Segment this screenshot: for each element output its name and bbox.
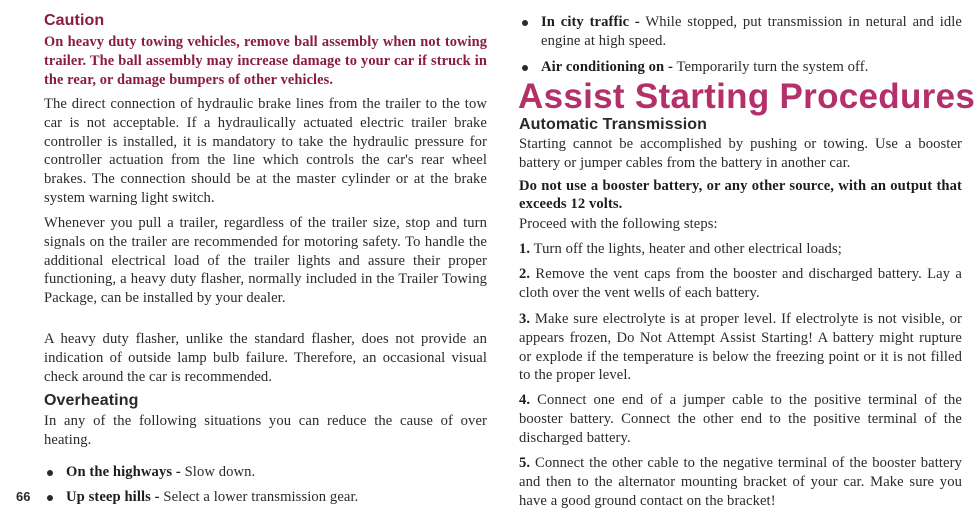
caution-text: On heavy duty towing vehicles, remove ball assembly when not towing trailer. The ball assembly may increase damage to your car if struck in the rear, or damage bumpers of other vehicles. (44, 34, 487, 88)
step-5 (519, 454, 962, 510)
bullet-text: Select a lower transmission gear. (159, 489, 359, 505)
proceed-text: Proceed with the following steps: (519, 216, 718, 232)
intro-text: Starting cannot be accomplished by pushing or towing. Use a booster battery or jumper cables from the battery in another car. (519, 136, 962, 171)
step-number: 4. (519, 392, 531, 408)
bullet-text: Temporarily turn the system off. (672, 59, 869, 75)
bullet-air-conditioning (519, 58, 962, 77)
bullet-term: In city traffic - (541, 14, 640, 30)
step-text: Connect one end of a jumper cable to the positive terminal of the booster battery. Connect the other end to the positive terminal of the discharged battery. (519, 392, 962, 446)
paragraph-brake-lines: The direct connection of hydraulic brake lines from the trailer to the tow car is not acceptable. If a hydraulically actuated electric trailer brake controller is installed, it is mandatory to take the hydraulic pressure for controller actuation from the line which controls the car's rear wheel brakes. The connection should be at the master cylinder or at the brake system warning light switch. (44, 96, 487, 206)
bullet-text: Slow down. (180, 464, 256, 480)
step-4 (519, 391, 962, 447)
step-1 (519, 240, 962, 259)
page-number: 66 (16, 489, 31, 504)
bullet-city-traffic (519, 13, 962, 51)
step-text: Connect the other cable to the negative terminal of the booster battery and then to the alternator mounting bracket of your car. Make sure you have a good ground contact on the bracket! (519, 455, 962, 509)
step-text: Remove the vent caps from the booster and discharged battery. Lay a cloth over the vent wells of each battery. (519, 266, 962, 301)
step-number: 2. (519, 266, 531, 282)
bullet-text: While stopped, put transmission in netural and idle engine at high speed. (541, 14, 962, 49)
overheating-text: In any of the following situations you can reduce the cause of over heating. (44, 413, 487, 448)
overheating-heading: Overheating (44, 392, 139, 409)
bullet-term: Up steep hills - (66, 489, 160, 505)
bullet-steep-hills (44, 488, 509, 507)
paragraph-flasher: A heavy duty flasher, unlike the standard flasher, does not provide an indication of outside lamp bulb failure. Therefore, an occasional visual check around the car is recommended. (44, 331, 487, 385)
warning-text: Do not use a booster battery, or any other source, with an output that exceeds 12 volts. (519, 178, 962, 212)
step-text: Turn off the lights, heater and other electrical loads; (530, 241, 842, 257)
bullet-highways (44, 463, 509, 482)
step-text: Make sure electrolyte is at proper level. If electrolyte is not visible, or appears frozen, Do Not Attempt Assist Starting! A battery might rupture or explode if the temperature is below the freezing point or it is not filled to the proper level. (519, 311, 962, 384)
step-number: 1. (519, 241, 531, 257)
bullet-term: Air conditioning on - (541, 59, 673, 75)
page-title: Assist Starting Procedures (518, 77, 976, 116)
bullet-term: On the highways - (66, 464, 181, 480)
paragraph-turn-signals: Whenever you pull a trailer, regardless of the trailer size, stop and turn signals on the trailer are recommended for motoring safety. To handle the additional electrical load of the trailer lights and assure their proper functioning, a heavy duty flasher, normally included in the Trailer Towing Package, can be installed by your dealer. (44, 215, 487, 307)
step-3 (519, 310, 962, 385)
step-number: 5. (519, 455, 531, 471)
caution-heading: Caution (44, 12, 105, 29)
step-number: 3. (519, 311, 531, 327)
step-2 (519, 265, 962, 303)
subheading-automatic-transmission: Automatic Transmission (519, 116, 708, 133)
